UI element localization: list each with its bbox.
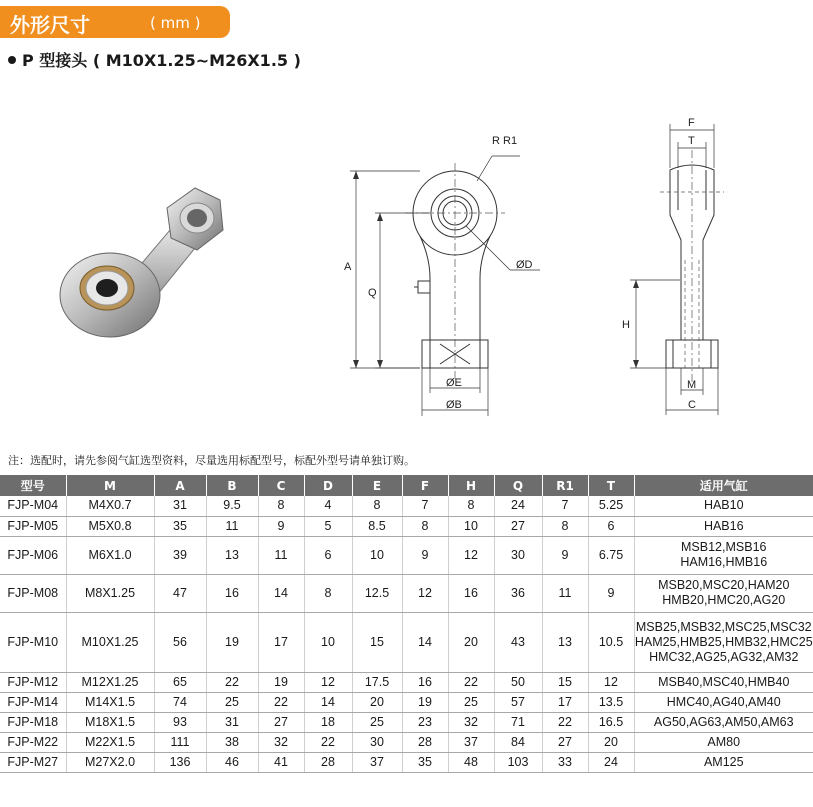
cylinder-model: HAM25,HMB25,HMB32,HMC25 [634,634,813,649]
cell-c: 32 [258,732,304,752]
cell-a: 93 [154,712,206,732]
table-row [0,612,813,672]
dim-label-d: ØD [516,259,533,271]
cell-a: 47 [154,574,206,612]
cylinder-model: AG50,AG63,AM50,AM63 [653,714,794,729]
table-row [0,752,813,772]
column-header: T [588,475,634,496]
cell-m: M18X1.5 [66,712,154,732]
column-header: 适用气缸 [634,475,813,496]
cell-r1: 22 [542,712,588,732]
table-row [0,574,813,612]
cylinder-model: HAB16 [703,518,744,533]
cylinder-model: MSB12,MSB16 [681,540,767,554]
cell-q: 103 [494,752,542,772]
cell-c: 17 [258,612,304,672]
cell-b: 25 [206,692,258,712]
cell-model: FJP-M10 [0,612,66,672]
cell-a: 136 [154,752,206,772]
unit-label: ( mm ) [150,14,201,32]
cell-model: FJP-M14 [0,692,66,712]
section-title: 外形尺寸 [10,13,90,37]
cell-f: 35 [402,752,448,772]
spec-table [0,475,813,773]
cylinder-model: HMC40,AG40,AM40 [666,694,781,709]
cell-q: 30 [494,536,542,574]
cell-q: 27 [494,516,542,536]
cell-q: 36 [494,574,542,612]
subtitle-text: P 型接头 ( M10X1.25~M26X1.5 ) [22,51,301,70]
cell-b: 11 [206,516,258,536]
cell-a: 65 [154,672,206,692]
cell-e: 17.5 [352,672,402,692]
cell-d: 22 [304,732,352,752]
cell-e: 12.5 [352,574,402,612]
dim-label-h: H [622,319,630,331]
column-header: 型号 [0,475,66,496]
dim-label-t: T [688,135,695,147]
cell-b: 13 [206,536,258,574]
section-header-bar [0,6,230,38]
cell-d: 28 [304,752,352,772]
cell-q: 57 [494,692,542,712]
cell-h: 22 [448,672,494,692]
cell-a: 56 [154,612,206,672]
column-header: R1 [542,475,588,496]
cell-model: FJP-M27 [0,752,66,772]
cell-model: FJP-M12 [0,672,66,692]
cell-q: 84 [494,732,542,752]
cell-m: M5X0.8 [66,516,154,536]
column-header: M [66,475,154,496]
cell-b: 38 [206,732,258,752]
cell-f: 8 [402,516,448,536]
cell-a: 74 [154,692,206,712]
cell-e: 8.5 [352,516,402,536]
cell-f: 23 [402,712,448,732]
cell-c: 8 [258,496,304,516]
dim-label-m: M [687,379,697,391]
cell-model: FJP-M05 [0,516,66,536]
cell-b: 19 [206,612,258,672]
cell-b: 22 [206,672,258,692]
cell-m: M6X1.0 [66,536,154,574]
cylinder-model: HAB10 [703,498,744,513]
cell-q: 24 [494,496,542,516]
cell-d: 8 [304,574,352,612]
cylinder-model: AM80 [707,734,741,749]
dim-label-b: ØB [446,399,462,411]
bullet-icon [8,56,16,64]
product-photo [55,180,235,350]
table-row [0,672,813,692]
selection-note: 注：选配时，请先参阅气缸选型资料，尽量选用标配型号，标配外型号请单独订购。 [8,454,415,467]
cell-h: 48 [448,752,494,772]
cell-r1: 7 [542,496,588,516]
cell-cylinders [634,672,813,692]
cell-m: M8X1.25 [66,574,154,612]
cell-t: 16.5 [588,712,634,732]
cell-h: 32 [448,712,494,732]
cell-t: 12 [588,672,634,692]
cell-cylinders [634,536,813,574]
cylinder-model: AM125 [703,754,744,769]
column-header: E [352,475,402,496]
cell-e: 15 [352,612,402,672]
cell-h: 12 [448,536,494,574]
cell-f: 12 [402,574,448,612]
cell-m: M10X1.25 [66,612,154,672]
cell-a: 39 [154,536,206,574]
cell-r1: 33 [542,752,588,772]
table-row [0,712,813,732]
cell-e: 10 [352,536,402,574]
cell-d: 4 [304,496,352,516]
cell-h: 10 [448,516,494,536]
column-header: D [304,475,352,496]
cell-t: 13.5 [588,692,634,712]
cell-m: M14X1.5 [66,692,154,712]
cell-r1: 13 [542,612,588,672]
cell-t: 9 [588,574,634,612]
cell-c: 19 [258,672,304,692]
cylinder-model: MSB20,MSC20,HAM20 [658,578,790,592]
cell-r1: 17 [542,692,588,712]
table-row [0,732,813,752]
cell-h: 8 [448,496,494,516]
cell-c: 9 [258,516,304,536]
cell-a: 111 [154,732,206,752]
cell-r1: 15 [542,672,588,692]
cell-h: 37 [448,732,494,752]
table-header-row [0,475,813,496]
cell-d: 10 [304,612,352,672]
dim-label-r: R R1 [492,135,518,147]
side-view-drawing [610,110,750,420]
dim-label-q: Q [368,287,377,299]
table-row [0,496,813,516]
cell-t: 20 [588,732,634,752]
cell-b: 46 [206,752,258,772]
cell-f: 14 [402,612,448,672]
column-header: Q [494,475,542,496]
cell-f: 9 [402,536,448,574]
cell-q: 71 [494,712,542,732]
front-view-drawing [330,118,580,428]
cell-r1: 27 [542,732,588,752]
cell-r1: 8 [542,516,588,536]
column-header: H [448,475,494,496]
cell-cylinders [634,692,813,712]
cell-t: 6 [588,516,634,536]
cell-r1: 9 [542,536,588,574]
cell-d: 12 [304,672,352,692]
cell-h: 16 [448,574,494,612]
column-header: A [154,475,206,496]
cell-e: 8 [352,496,402,516]
cell-t: 6.75 [588,536,634,574]
cell-d: 5 [304,516,352,536]
cell-d: 18 [304,712,352,732]
cell-t: 5.25 [588,496,634,516]
dim-label-f: F [688,117,695,129]
cell-cylinders [634,496,813,516]
cell-e: 30 [352,732,402,752]
column-header: B [206,475,258,496]
cell-cylinders [634,612,813,672]
cell-m: M22X1.5 [66,732,154,752]
cell-c: 11 [258,536,304,574]
cell-cylinders [634,516,813,536]
cell-model: FJP-M18 [0,712,66,732]
dim-label-e: ØE [446,377,462,389]
cell-d: 14 [304,692,352,712]
cell-q: 43 [494,612,542,672]
cell-model: FJP-M04 [0,496,66,516]
cell-cylinders [634,752,813,772]
cell-e: 20 [352,692,402,712]
column-header: C [258,475,304,496]
table-row [0,536,813,574]
cell-cylinders [634,732,813,752]
cell-f: 16 [402,672,448,692]
dim-label-c: C [688,399,696,411]
cell-f: 19 [402,692,448,712]
cell-b: 31 [206,712,258,732]
table-row [0,692,813,712]
cell-f: 7 [402,496,448,516]
cell-model: FJP-M06 [0,536,66,574]
cell-r1: 11 [542,574,588,612]
cell-t: 10.5 [588,612,634,672]
table-row [0,516,813,536]
cylinder-model: HMB20,HMC20,AG20 [662,593,786,607]
cell-h: 25 [448,692,494,712]
cell-c: 27 [258,712,304,732]
cell-t: 24 [588,752,634,772]
cell-cylinders [634,712,813,732]
cell-c: 22 [258,692,304,712]
cell-c: 14 [258,574,304,612]
subtitle [8,48,301,71]
dim-label-a: A [344,261,352,273]
column-header: F [402,475,448,496]
cell-model: FJP-M08 [0,574,66,612]
cell-b: 9.5 [206,496,258,516]
cell-m: M27X2.0 [66,752,154,772]
cylinder-model: MSB25,MSB32,MSC25,MSC32 [635,619,812,634]
cell-b: 16 [206,574,258,612]
cell-c: 41 [258,752,304,772]
cell-a: 35 [154,516,206,536]
cell-model: FJP-M22 [0,732,66,752]
cell-e: 37 [352,752,402,772]
cell-h: 20 [448,612,494,672]
cell-d: 6 [304,536,352,574]
cylinder-model: MSB40,MSC40,HMB40 [658,674,790,689]
cell-q: 50 [494,672,542,692]
cell-m: M4X0.7 [66,496,154,516]
cell-e: 25 [352,712,402,732]
cylinder-model: HMC32,AG25,AG32,AM32 [649,649,799,664]
cell-m: M12X1.25 [66,672,154,692]
cylinder-model: HAM16,HMB16 [680,555,768,569]
cell-cylinders [634,574,813,612]
cell-a: 31 [154,496,206,516]
cell-f: 28 [402,732,448,752]
